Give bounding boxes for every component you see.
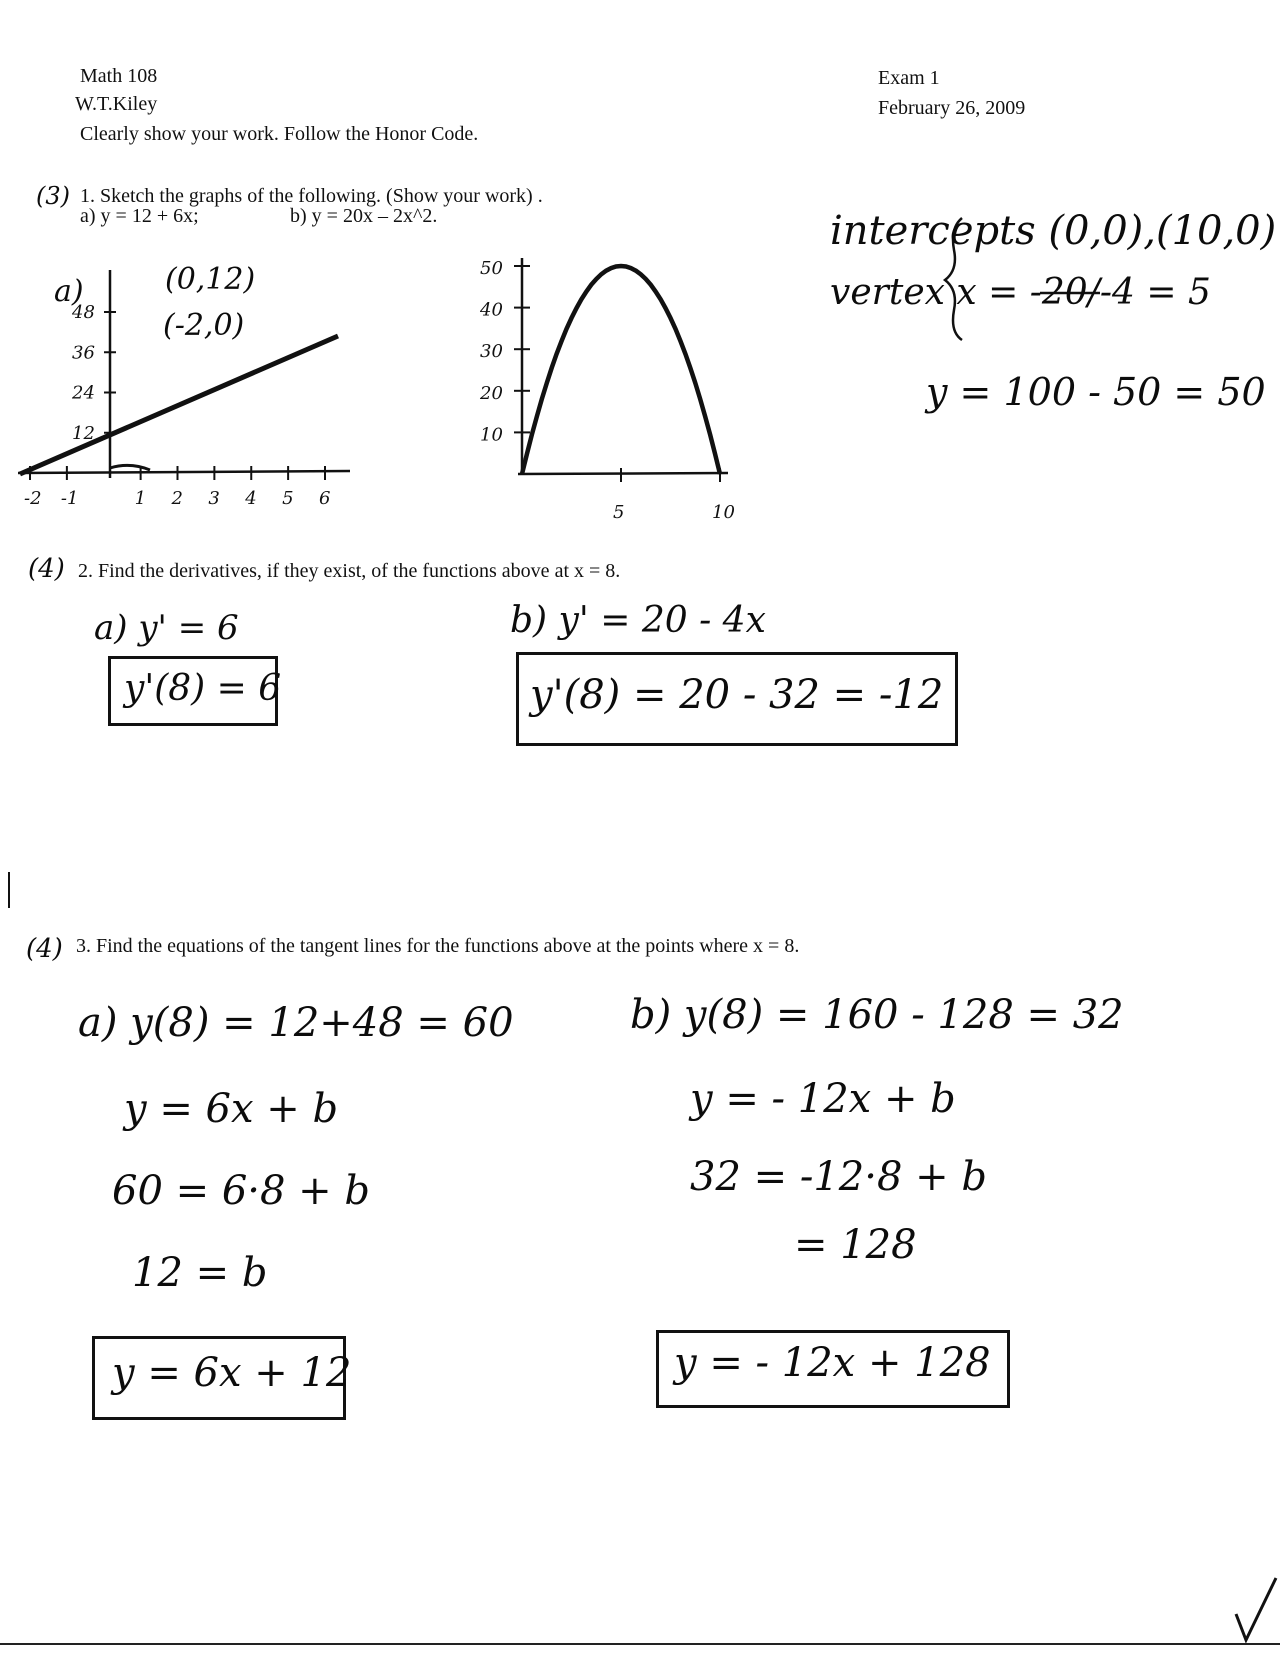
q2-a-line: a) y' = 6	[94, 608, 239, 648]
graph-a-y-tick-label: 48	[72, 302, 95, 323]
q1-intercepts: intercepts (0,0),(10,0)	[830, 208, 1277, 254]
q3-b-work-2: y = - 12x + b	[690, 1076, 956, 1122]
q1-vertex-x: vertex x = -20/-4 = 5	[830, 272, 1211, 313]
graph-b-y-tick-label: 20	[480, 382, 503, 404]
graph-a-x-tick-label: 6	[319, 488, 331, 509]
q3-prompt: 3. Find the equations of the tangent lines for the functions above at the points where x = 8.	[76, 935, 800, 957]
q3-b-answer: y = - 12x + 128	[674, 1340, 991, 1386]
exam-instructions: Clearly show your work. Follow the Honor Code.	[80, 123, 479, 145]
q3-points: (4)	[26, 934, 63, 964]
graph-a-x-tick-label: 5	[282, 488, 294, 509]
q3-b-work-1: b) y(8) = 160 - 128 = 32	[630, 992, 1124, 1038]
graph-a-x-tick-label: -2	[24, 488, 42, 509]
graph-a-y-tick-label: 24	[72, 382, 95, 404]
graph-b-y-tick-label: 40	[480, 299, 503, 321]
q1-prompt: 1. Sketch the graphs of the following. (Show your work) .	[80, 185, 543, 207]
q2-b-answer: y'(8) = 20 - 32 = -12	[530, 672, 944, 718]
graph-a-x-tick-label: 4	[245, 488, 257, 509]
q2-prompt: 2. Find the derivatives, if they exist, of the functions above at x = 8.	[78, 560, 621, 582]
graph-a-y-tick-label: 12	[72, 422, 95, 444]
exam-title: Exam 1	[878, 67, 940, 89]
graph-b-y-tick-label: 30	[480, 341, 503, 363]
exam-date: February 26, 2009	[878, 97, 1026, 119]
q3-b-work-3: 32 = -12·8 + b	[690, 1154, 987, 1200]
q3-a-work-3: 60 = 6·8 + b	[112, 1168, 371, 1214]
graph-a-x-tick-label: 3	[208, 488, 220, 509]
q2-a-answer: y'(8) = 6	[124, 668, 282, 709]
q3-a-work-4: 12 = b	[132, 1250, 268, 1296]
q1-part-b: b) y = 20x – 2x^2.	[290, 205, 438, 227]
graph-a-point-2: (-2,0)	[163, 308, 245, 343]
graph-a-label: a)	[54, 274, 84, 309]
course-title: Math 108	[80, 65, 158, 87]
q3-a-answer: y = 6x + 12	[112, 1350, 352, 1396]
graph-b-y-tick-label: 50	[480, 258, 503, 279]
q2-b-line: b) y' = 20 - 4x	[510, 600, 766, 641]
graph-b-x-tick-label: 5	[613, 502, 625, 523]
q1-points: (3)	[36, 182, 70, 210]
graph-a-y-tick-label: 36	[72, 342, 95, 364]
instructor-name: W.T.Kiley	[75, 93, 158, 115]
q1-part-a: a) y = 12 + 6x;	[80, 205, 199, 227]
q3-a-work-2: y = 6x + b	[124, 1086, 339, 1132]
q3-a-work-1: a) y(8) = 12+48 = 60	[78, 1000, 514, 1046]
graph-a-x-tick-label: 1	[134, 488, 147, 509]
q2-points: (4)	[28, 554, 65, 584]
graph-a-point-1: (0,12)	[165, 262, 256, 297]
graph-b-y-tick-label: 10	[480, 424, 503, 446]
q1-vertex-y: y = 100 - 50 = 50	[926, 370, 1266, 414]
q3-b-work-4: = 128	[794, 1222, 917, 1268]
check-mark-icon	[1236, 1578, 1276, 1640]
graph-a-x-tick-label: 2	[171, 488, 183, 509]
graph-a-x-tick-label: -1	[60, 488, 79, 509]
graph-b-x-tick-label: 10	[712, 502, 735, 523]
